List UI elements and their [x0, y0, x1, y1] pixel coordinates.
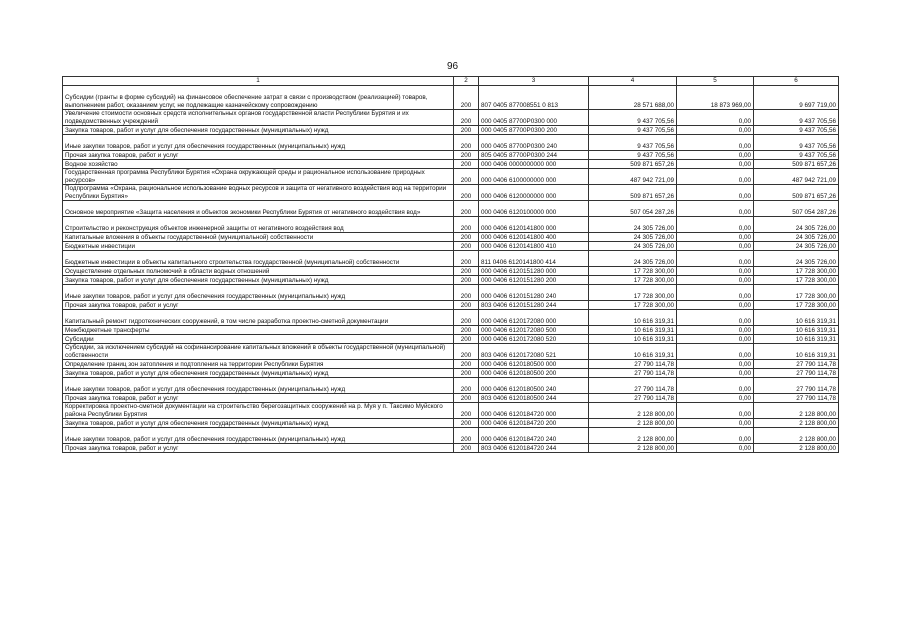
row-executed-amount: 0,00: [677, 151, 754, 160]
row-line-code: 200: [454, 344, 479, 360]
table-row: [63, 310, 839, 326]
header-col-5: 5: [677, 77, 754, 86]
row-name: Бюджетные инвестиции в объекты капитального строительства государственной (муниципальной) собственности: [63, 251, 454, 267]
row-budget-code: 000 0406 6120184720 200: [479, 419, 589, 428]
row-name: Субсидии: [63, 335, 454, 344]
row-line-code: 200: [454, 326, 479, 335]
row-unexecuted-amount: 17 728 300,00: [754, 276, 839, 285]
row-line-code: 200: [454, 185, 479, 201]
row-line-code: 200: [454, 419, 479, 428]
row-unexecuted-amount: 9 437 705,56: [754, 135, 839, 151]
row-name: Водное хозяйство: [63, 160, 454, 169]
row-unexecuted-amount: 24 305 726,00: [754, 233, 839, 242]
row-unexecuted-amount: 509 871 657,26: [754, 160, 839, 169]
row-executed-amount: 0,00: [677, 285, 754, 301]
table-row: [63, 428, 839, 444]
row-executed-amount: 0,00: [677, 242, 754, 251]
row-approved-amount: 27 790 114,78: [589, 394, 677, 403]
row-budget-code: 000 0406 6120151280 000: [479, 267, 589, 276]
row-executed-amount: 0,00: [677, 169, 754, 185]
row-executed-amount: 0,00: [677, 217, 754, 233]
row-budget-code: 000 0406 6120184720 000: [479, 403, 589, 419]
row-line-code: 200: [454, 169, 479, 185]
row-approved-amount: 10 616 319,31: [589, 335, 677, 344]
table-header-row: [63, 77, 839, 86]
row-unexecuted-amount: 24 305 726,00: [754, 242, 839, 251]
row-executed-amount: 0,00: [677, 110, 754, 126]
table-row: [63, 394, 839, 403]
row-line-code: 200: [454, 126, 479, 135]
row-executed-amount: 0,00: [677, 251, 754, 267]
header-col-2: 2: [454, 77, 479, 86]
row-executed-amount: 0,00: [677, 267, 754, 276]
row-unexecuted-amount: 17 728 300,00: [754, 285, 839, 301]
row-name: Государственная программа Республики Бурятия «Охрана окружающей среды и рациональное использование природных ресурсов»: [63, 169, 454, 185]
row-executed-amount: 0,00: [677, 126, 754, 135]
row-line-code: 200: [454, 310, 479, 326]
row-approved-amount: 9 437 705,56: [589, 151, 677, 160]
row-line-code: 200: [454, 428, 479, 444]
table-row: [63, 369, 839, 378]
row-name: Прочая закупка товаров, работ и услуг: [63, 151, 454, 160]
row-budget-code: 000 0406 6120141800 400: [479, 233, 589, 242]
table-row: [63, 335, 839, 344]
header-col-1: 1: [63, 77, 454, 86]
row-approved-amount: 2 128 800,00: [589, 419, 677, 428]
row-budget-code: 803 0406 6120180500 244: [479, 394, 589, 403]
row-executed-amount: 0,00: [677, 301, 754, 310]
row-approved-amount: 2 128 800,00: [589, 444, 677, 453]
row-line-code: 200: [454, 394, 479, 403]
header-col-3: 3: [479, 77, 589, 86]
row-budget-code: 000 0406 6120172080 520: [479, 335, 589, 344]
row-executed-amount: 0,00: [677, 326, 754, 335]
row-line-code: 200: [454, 201, 479, 217]
row-unexecuted-amount: 10 616 319,31: [754, 335, 839, 344]
row-budget-code: 000 0406 6120000000 000: [479, 185, 589, 201]
row-budget-code: 000 0406 6120141800 410: [479, 242, 589, 251]
table-row: [63, 242, 839, 251]
row-executed-amount: 0,00: [677, 276, 754, 285]
row-approved-amount: 24 305 726,00: [589, 242, 677, 251]
row-unexecuted-amount: 487 942 721,09: [754, 169, 839, 185]
table-row: [63, 233, 839, 242]
row-budget-code: 000 0405 87700P0300 200: [479, 126, 589, 135]
row-budget-code: 000 0406 6120100000 000: [479, 201, 589, 217]
row-unexecuted-amount: 507 054 287,26: [754, 201, 839, 217]
row-unexecuted-amount: 9 697 719,00: [754, 86, 839, 110]
row-approved-amount: 9 437 705,56: [589, 126, 677, 135]
row-name: Прочая закупка товаров, работ и услуг: [63, 301, 454, 310]
row-budget-code: 803 0406 6120172080 521: [479, 344, 589, 360]
row-line-code: 200: [454, 335, 479, 344]
row-name: Закупка товаров, работ и услуг для обеспечения государственных (муниципальных) нужд: [63, 419, 454, 428]
row-name: Увеличение стоимости основных средств исполнительных органов государственной власти Республики Бурятия и их подведомственных учреждений: [63, 110, 454, 126]
row-executed-amount: 0,00: [677, 160, 754, 169]
row-approved-amount: 24 305 726,00: [589, 233, 677, 242]
row-unexecuted-amount: 27 790 114,78: [754, 360, 839, 369]
row-approved-amount: 9 437 705,56: [589, 110, 677, 126]
row-executed-amount: 0,00: [677, 233, 754, 242]
row-budget-code: 000 0406 6120141800 000: [479, 217, 589, 233]
row-approved-amount: 9 437 705,56: [589, 135, 677, 151]
table-body: [63, 86, 839, 453]
row-approved-amount: 28 571 688,00: [589, 86, 677, 110]
row-budget-code: 000 0406 0000000000 000: [479, 160, 589, 169]
row-line-code: 200: [454, 233, 479, 242]
row-name: Капитальные вложения в объекты государственной (муниципальной) собственности: [63, 233, 454, 242]
table-row: [63, 378, 839, 394]
row-executed-amount: 0,00: [677, 369, 754, 378]
row-unexecuted-amount: 9 437 705,56: [754, 126, 839, 135]
row-name: Закупка товаров, работ и услуг для обеспечения государственных (муниципальных) нужд: [63, 276, 454, 285]
row-executed-amount: 0,00: [677, 185, 754, 201]
row-approved-amount: 10 616 319,31: [589, 344, 677, 360]
row-line-code: 200: [454, 301, 479, 310]
row-name: Прочая закупка товаров, работ и услуг: [63, 394, 454, 403]
row-name: Иные закупки товаров, работ и услуг для обеспечения государственных (муниципальных) нужд: [63, 378, 454, 394]
budget-table: [62, 76, 839, 453]
row-executed-amount: 0,00: [677, 335, 754, 344]
table-row: [63, 126, 839, 135]
row-executed-amount: 0,00: [677, 444, 754, 453]
table-row: [63, 276, 839, 285]
row-unexecuted-amount: 10 616 319,31: [754, 326, 839, 335]
row-executed-amount: 18 873 969,00: [677, 86, 754, 110]
row-executed-amount: 0,00: [677, 403, 754, 419]
row-budget-code: 000 0406 6120172080 500: [479, 326, 589, 335]
row-budget-code: 803 0406 6120184720 244: [479, 444, 589, 453]
row-name: Субсидии, за исключением субсидий на софинансирование капитальных вложений в объекты государственной (муниципальной) собственности: [63, 344, 454, 360]
row-executed-amount: 0,00: [677, 419, 754, 428]
row-unexecuted-amount: 2 128 800,00: [754, 403, 839, 419]
row-name: Осуществление отдельных полномочий в области водных отношений: [63, 267, 454, 276]
row-budget-code: 000 0406 6120180500 000: [479, 360, 589, 369]
row-name: Строительство и реконструкция объектов инженерной защиты от негативного воздействия вод: [63, 217, 454, 233]
row-executed-amount: 0,00: [677, 310, 754, 326]
row-budget-code: 803 0406 6120151280 244: [479, 301, 589, 310]
row-unexecuted-amount: 9 437 705,56: [754, 151, 839, 160]
row-name: Подпрограмма «Охрана, рациональное использование водных ресурсов и защита от негативного воздействия вод на территории Республики Бурятия»: [63, 185, 454, 201]
row-name: Субсидии (гранты в форме субсидий) на финансовое обеспечение затрат в связи с производством (реализацией) товаров, выполнением работ, оказанием услуг, не подлежащие казначейскому сопровождению: [63, 86, 454, 110]
row-line-code: 200: [454, 242, 479, 251]
row-unexecuted-amount: 27 790 114,78: [754, 378, 839, 394]
row-line-code: 200: [454, 251, 479, 267]
row-line-code: 200: [454, 444, 479, 453]
row-line-code: 200: [454, 403, 479, 419]
table-row: [63, 160, 839, 169]
row-approved-amount: 509 871 657,26: [589, 160, 677, 169]
row-unexecuted-amount: 509 871 657,26: [754, 185, 839, 201]
table-row: [63, 301, 839, 310]
row-approved-amount: 487 942 721,09: [589, 169, 677, 185]
row-name: Бюджетные инвестиции: [63, 242, 454, 251]
row-executed-amount: 0,00: [677, 394, 754, 403]
row-unexecuted-amount: 24 305 726,00: [754, 217, 839, 233]
header-col-6: 6: [754, 77, 839, 86]
row-budget-code: 000 0406 6120180500 200: [479, 369, 589, 378]
row-approved-amount: 507 054 287,26: [589, 201, 677, 217]
table-row: [63, 201, 839, 217]
row-name: Иные закупки товаров, работ и услуг для обеспечения государственных (муниципальных) нужд: [63, 135, 454, 151]
row-budget-code: 811 0406 6120141800 414: [479, 251, 589, 267]
row-line-code: 200: [454, 369, 479, 378]
table-row: [63, 251, 839, 267]
table-row: [63, 151, 839, 160]
row-budget-code: 000 0406 6120151280 240: [479, 285, 589, 301]
table-row: [63, 169, 839, 185]
row-executed-amount: 0,00: [677, 135, 754, 151]
row-name: Корректировка проектно-сметной документации на строительство берегозащитных сооружений на р. Муя у п. Таксимо Муйского района Республики Бурятия: [63, 403, 454, 419]
header-col-4: 4: [589, 77, 677, 86]
row-approved-amount: 17 728 300,00: [589, 276, 677, 285]
row-name: Закупка товаров, работ и услуг для обеспечения государственных (муниципальных) нужд: [63, 126, 454, 135]
table-row: [63, 135, 839, 151]
row-budget-code: 000 0406 6120180500 240: [479, 378, 589, 394]
row-budget-code: 000 0406 6120172080 000: [479, 310, 589, 326]
row-name: Определение границ зон затопления и подтопления на территории Республики Бурятия: [63, 360, 454, 369]
row-unexecuted-amount: 10 616 319,31: [754, 344, 839, 360]
row-line-code: 200: [454, 160, 479, 169]
row-executed-amount: 0,00: [677, 201, 754, 217]
row-name: Закупка товаров, работ и услуг для обеспечения государственных (муниципальных) нужд: [63, 369, 454, 378]
row-executed-amount: 0,00: [677, 378, 754, 394]
table-row: [63, 419, 839, 428]
row-unexecuted-amount: 27 790 114,78: [754, 369, 839, 378]
table-row: [63, 444, 839, 453]
row-approved-amount: 24 305 726,00: [589, 217, 677, 233]
row-unexecuted-amount: 9 437 705,56: [754, 110, 839, 126]
row-approved-amount: 10 616 319,31: [589, 326, 677, 335]
table-row: [63, 326, 839, 335]
row-executed-amount: 0,00: [677, 360, 754, 369]
row-name: Основное мероприятие «Защита населения и объектов экономики Республики Бурятия от негативного воздействия вод»: [63, 201, 454, 217]
row-budget-code: 000 0406 6120151280 200: [479, 276, 589, 285]
row-unexecuted-amount: 2 128 800,00: [754, 419, 839, 428]
row-budget-code: 807 0405 877008551 0 813: [479, 86, 589, 110]
page-number: 96: [446, 61, 459, 72]
row-executed-amount: 0,00: [677, 428, 754, 444]
row-budget-code: 000 0406 6100000000 000: [479, 169, 589, 185]
row-approved-amount: 27 790 114,78: [589, 378, 677, 394]
table-row: [63, 344, 839, 360]
row-line-code: 200: [454, 151, 479, 160]
row-executed-amount: 0,00: [677, 344, 754, 360]
row-unexecuted-amount: 2 128 800,00: [754, 428, 839, 444]
row-approved-amount: 17 728 300,00: [589, 285, 677, 301]
row-budget-code: 000 0405 87700P0300 240: [479, 135, 589, 151]
row-name: Межбюджетные трансферты: [63, 326, 454, 335]
row-approved-amount: 27 790 114,78: [589, 369, 677, 378]
row-line-code: 200: [454, 267, 479, 276]
row-unexecuted-amount: 10 616 319,31: [754, 310, 839, 326]
table-row: [63, 285, 839, 301]
row-line-code: 200: [454, 86, 479, 110]
row-line-code: 200: [454, 217, 479, 233]
row-approved-amount: 2 128 800,00: [589, 428, 677, 444]
row-approved-amount: 509 871 657,26: [589, 185, 677, 201]
row-name: Капитальный ремонт гидротехнических сооружений, в том числе разработка проектно-сметной документации: [63, 310, 454, 326]
table-row: [63, 217, 839, 233]
row-line-code: 200: [454, 276, 479, 285]
table-row: [63, 86, 839, 110]
row-line-code: 200: [454, 360, 479, 369]
table-row: [63, 185, 839, 201]
row-approved-amount: 17 728 300,00: [589, 267, 677, 276]
row-unexecuted-amount: 17 728 300,00: [754, 267, 839, 276]
row-line-code: 200: [454, 285, 479, 301]
row-name: Иные закупки товаров, работ и услуг для обеспечения государственных (муниципальных) нужд: [63, 285, 454, 301]
row-unexecuted-amount: 2 128 800,00: [754, 444, 839, 453]
table-row: [63, 110, 839, 126]
row-unexecuted-amount: 24 305 726,00: [754, 251, 839, 267]
row-name: Прочая закупка товаров, работ и услуг: [63, 444, 454, 453]
row-line-code: 200: [454, 110, 479, 126]
table-row: [63, 360, 839, 369]
row-name: Иные закупки товаров, работ и услуг для обеспечения государственных (муниципальных) нужд: [63, 428, 454, 444]
row-unexecuted-amount: 17 728 300,00: [754, 301, 839, 310]
row-budget-code: 000 0406 6120184720 240: [479, 428, 589, 444]
row-approved-amount: 24 305 726,00: [589, 251, 677, 267]
row-line-code: 200: [454, 378, 479, 394]
row-budget-code: 805 0405 87700P0300 244: [479, 151, 589, 160]
row-unexecuted-amount: 27 790 114,78: [754, 394, 839, 403]
row-approved-amount: 27 790 114,78: [589, 360, 677, 369]
table-row: [63, 403, 839, 419]
row-approved-amount: 10 616 319,31: [589, 310, 677, 326]
row-budget-code: 000 0405 87700P0300 000: [479, 110, 589, 126]
row-approved-amount: 17 728 300,00: [589, 301, 677, 310]
table-row: [63, 267, 839, 276]
row-line-code: 200: [454, 135, 479, 151]
row-approved-amount: 2 128 800,00: [589, 403, 677, 419]
